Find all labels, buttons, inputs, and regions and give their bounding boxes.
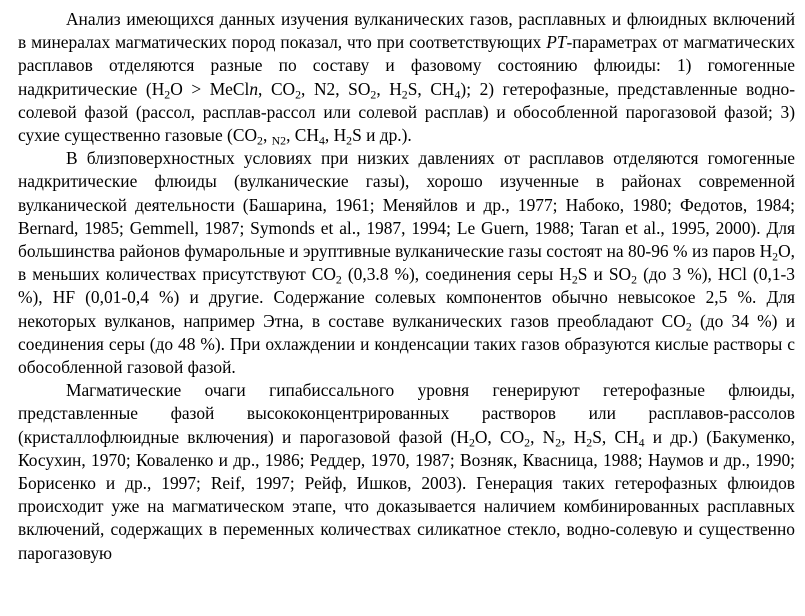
- subscript: 2: [164, 86, 171, 101]
- text-run: S и SO: [577, 264, 632, 285]
- text-run: O, CO: [474, 426, 525, 447]
- subscript: 2: [586, 434, 593, 449]
- subscript: 2: [335, 272, 342, 287]
- text-run: , H: [376, 78, 402, 99]
- text-run: , N2, SO: [301, 78, 371, 99]
- text-run: Магматические очаги гипабиссального уровня генерируют гетерофазные флюиды, представленные фазой высококонцентрированных растворов или расплавов-рассолов (кристаллофлюидные включения) и парогазовой фазой (H: [18, 380, 795, 447]
- text-run: В близповерхностных условиях при низких давлениях от расплавов отделяются гомогенные надкритические флюиды (вулканические газы), хорошо изученные в районах современной вулканической деятельности (Башарина, 1961; Меняйлов и др., 1977; Набоко, 1980; Федотов, 1984; Bernard, 1985; Gemmell, 1987; Symonds et al., 1987, 1994; Le Guern, 1988; Taran et al., 1995, 2000). Для большинства районов фумарольные и эруптивные вулканические газы состоят на 80-96 % из паров H: [18, 148, 795, 262]
- subscript: 4: [318, 133, 325, 148]
- text-run: (0,3.8 %), соединения серы H: [341, 264, 572, 285]
- subscript: 4: [454, 86, 461, 101]
- text-run: и др.) (Бакуменко, Косухин, 1970; Коваленко и др., 1986; Реддер, 1970, 1987; Возняк, Квасница, 1988; Наумов и др., 1990; Борисенко и др., 1997; Reif, 1997; Рейф, Ишков, 2003). Генерация таких гетерофазных флюидов происходит уже на магматическом этапе, что доказывается наличием комбинированных расплавных включений, содержащих в переменных количествах силикатное стекло, водно-солевую и существенно парогазовую: [18, 426, 795, 563]
- italic-text: PT: [546, 32, 567, 53]
- subscript: 2: [257, 133, 263, 148]
- subscript: 2: [401, 86, 408, 101]
- subscript: 2: [295, 86, 302, 101]
- text-run: (до 3 %), HCl (0,1-3 %), HF (0,01-0,4 %) и другие. Содержание солевых компонентов обычно невысокое 2,5 %. Для некоторых вулканов, например Этна, в составе вулканических газов преобладают CO: [18, 264, 796, 331]
- subscript: 4: [638, 434, 645, 449]
- text-run: , H: [561, 426, 587, 447]
- text-run: ,: [262, 125, 272, 146]
- text-run: , CO: [258, 78, 296, 99]
- text-run: Анализ имеющихся данных изучения вулканических газов, расплавных и флюидных включений в минералах магматических пород показал, что при соответствующих: [18, 9, 795, 53]
- subscript: 2: [571, 272, 578, 287]
- text-run: O, в меньших количествах присутствуют CO: [18, 241, 795, 285]
- subscript: 2: [370, 86, 377, 101]
- text-run: , H: [324, 125, 347, 146]
- subscript: 2: [772, 249, 779, 264]
- text-run: S, CH: [407, 78, 455, 99]
- text-run: S и др.).: [352, 125, 412, 146]
- subscript: N2: [271, 133, 287, 148]
- text-run: ); 2) гетерофазные, представленные водно-солевой фазой (рассол, расплав-рассол или солевой расплав) и обособленной парогазовой фазой; 3) сухие существенно газовые (CO: [18, 78, 795, 146]
- text-run: (до 34 %) и соединения серы (до 48 %). При охлаждении и конденсации таких газов образуются кислые растворы с обособленной газовой фазой.: [18, 310, 795, 378]
- text-run: -параметрах от магматических расплавов отделяются разные по составу и фазовому состоянию флюиды: 1) гомогенные надкритические (H: [18, 32, 795, 99]
- italic-text: n: [249, 78, 259, 99]
- paragraph-volcanic-gases: [18, 147, 795, 379]
- subscript: 2: [468, 434, 475, 449]
- subscript: 2: [555, 434, 562, 449]
- text-run: , CH: [286, 125, 319, 146]
- text-run: O > MeCl: [170, 78, 250, 99]
- subscript: 2: [346, 133, 353, 148]
- text-run: S, CH: [592, 426, 639, 447]
- subscript: 2: [685, 318, 692, 333]
- paragraph-heterophase-fluids: [18, 379, 795, 565]
- text-run: , N: [530, 426, 556, 447]
- subscript: 2: [631, 272, 638, 287]
- paragraph-fluid-types: [18, 8, 795, 147]
- subscript: 2: [524, 434, 531, 449]
